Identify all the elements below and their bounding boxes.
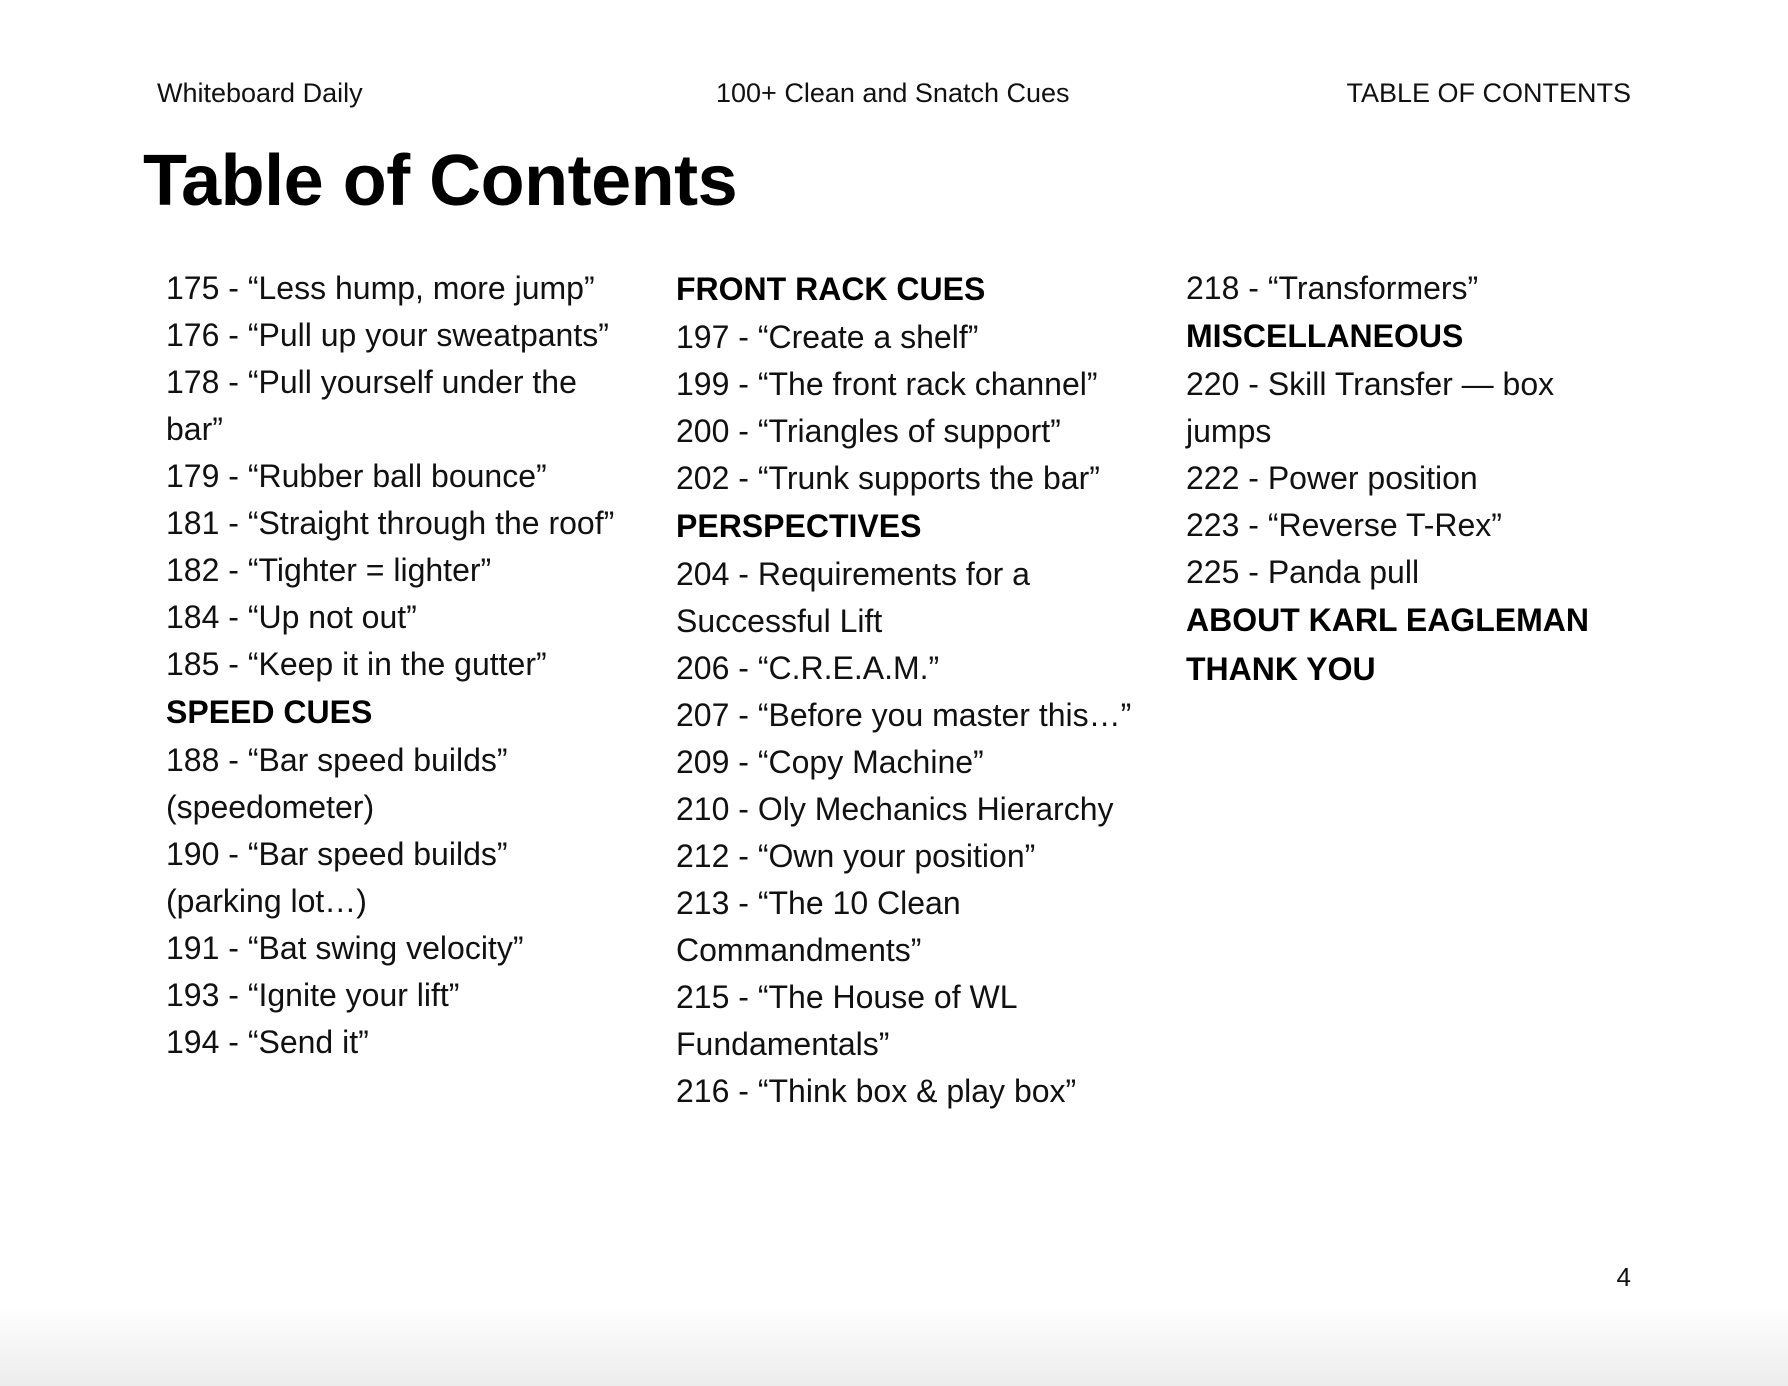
toc-entry[interactable]: 199 - “The front rack channel” <box>676 366 1098 402</box>
page-bottom-shadow <box>0 1306 1788 1386</box>
toc-entry[interactable]: 223 - “Reverse T-Rex” <box>1186 507 1502 543</box>
toc-entry[interactable]: 190 - “Bar speed builds” (parking lot…) <box>166 836 508 919</box>
toc-column-2 <box>676 265 1136 1115</box>
toc-entry[interactable]: 193 - “Ignite your lift” <box>166 977 460 1013</box>
toc-entry[interactable]: 176 - “Pull up your sweatpants” <box>166 317 609 353</box>
toc-entry[interactable]: 212 - “Own your position” <box>676 838 1036 874</box>
toc-entry[interactable]: 209 - “Copy Machine” <box>676 744 984 780</box>
toc-entry[interactable]: 210 - Oly Mechanics Hierarchy <box>676 791 1114 827</box>
toc-column-3 <box>1186 265 1616 694</box>
toc-entry[interactable]: 220 - Skill Transfer — box jumps <box>1186 366 1555 449</box>
toc-entry[interactable]: 178 - “Pull yourself under the bar” <box>166 364 577 447</box>
toc-entry[interactable]: 197 - “Create a shelf” <box>676 319 979 355</box>
toc-entry[interactable]: 188 - “Bar speed builds” (speedometer) <box>166 742 508 825</box>
page-number: 4 <box>1616 1262 1631 1292</box>
toc-section-heading: ABOUT KARL EAGLEMAN <box>1186 602 1589 638</box>
toc-entry[interactable]: 222 - Power position <box>1186 460 1478 496</box>
toc-column-1 <box>166 265 626 1066</box>
toc-entry[interactable]: 182 - “Tighter = lighter” <box>166 552 492 588</box>
toc-entry[interactable]: 181 - “Straight through the roof” <box>166 505 615 541</box>
toc-entry[interactable]: 185 - “Keep it in the gutter” <box>166 646 547 682</box>
header-section-name: TABLE OF CONTENTS <box>1346 78 1631 108</box>
toc-section-heading: FRONT RACK CUES <box>676 271 986 307</box>
toc-section-heading: PERSPECTIVES <box>676 508 922 544</box>
toc-entry[interactable]: 218 - “Transformers” <box>1186 270 1479 306</box>
toc-entry[interactable]: 191 - “Bat swing velocity” <box>166 930 524 966</box>
toc-section-heading: THANK YOU <box>1186 651 1376 687</box>
toc-entry[interactable]: 204 - Requirements for a Successful Lift <box>676 556 1030 639</box>
toc-entry[interactable]: 215 - “The House of WL Fundamentals” <box>676 979 1017 1062</box>
header-book-title: 100+ Clean and Snatch Cues <box>716 78 1070 108</box>
toc-entry[interactable]: 194 - “Send it” <box>166 1024 369 1060</box>
toc-entry[interactable]: 202 - “Trunk supports the bar” <box>676 460 1100 496</box>
toc-entry[interactable]: 175 - “Less hump, more jump” <box>166 270 595 306</box>
header-publication-name: Whiteboard Daily <box>157 78 363 108</box>
toc-entry[interactable]: 216 - “Think box & play box” <box>676 1073 1077 1109</box>
toc-section-heading: MISCELLANEOUS <box>1186 318 1464 354</box>
toc-entry[interactable]: 179 - “Rubber ball bounce” <box>166 458 547 494</box>
toc-entry[interactable]: 225 - Panda pull <box>1186 554 1420 590</box>
toc-entry[interactable]: 184 - “Up not out” <box>166 599 417 635</box>
toc-section-heading: SPEED CUES <box>166 694 373 730</box>
toc-entry[interactable]: 206 - “C.R.E.A.M.” <box>676 650 940 686</box>
toc-entry[interactable]: 207 - “Before you master this…” <box>676 697 1132 733</box>
toc-entry[interactable]: 213 - “The 10 Clean Commandments” <box>676 885 961 968</box>
toc-entry[interactable]: 200 - “Triangles of support” <box>676 413 1061 449</box>
page-title: Table of Contents <box>143 141 738 221</box>
